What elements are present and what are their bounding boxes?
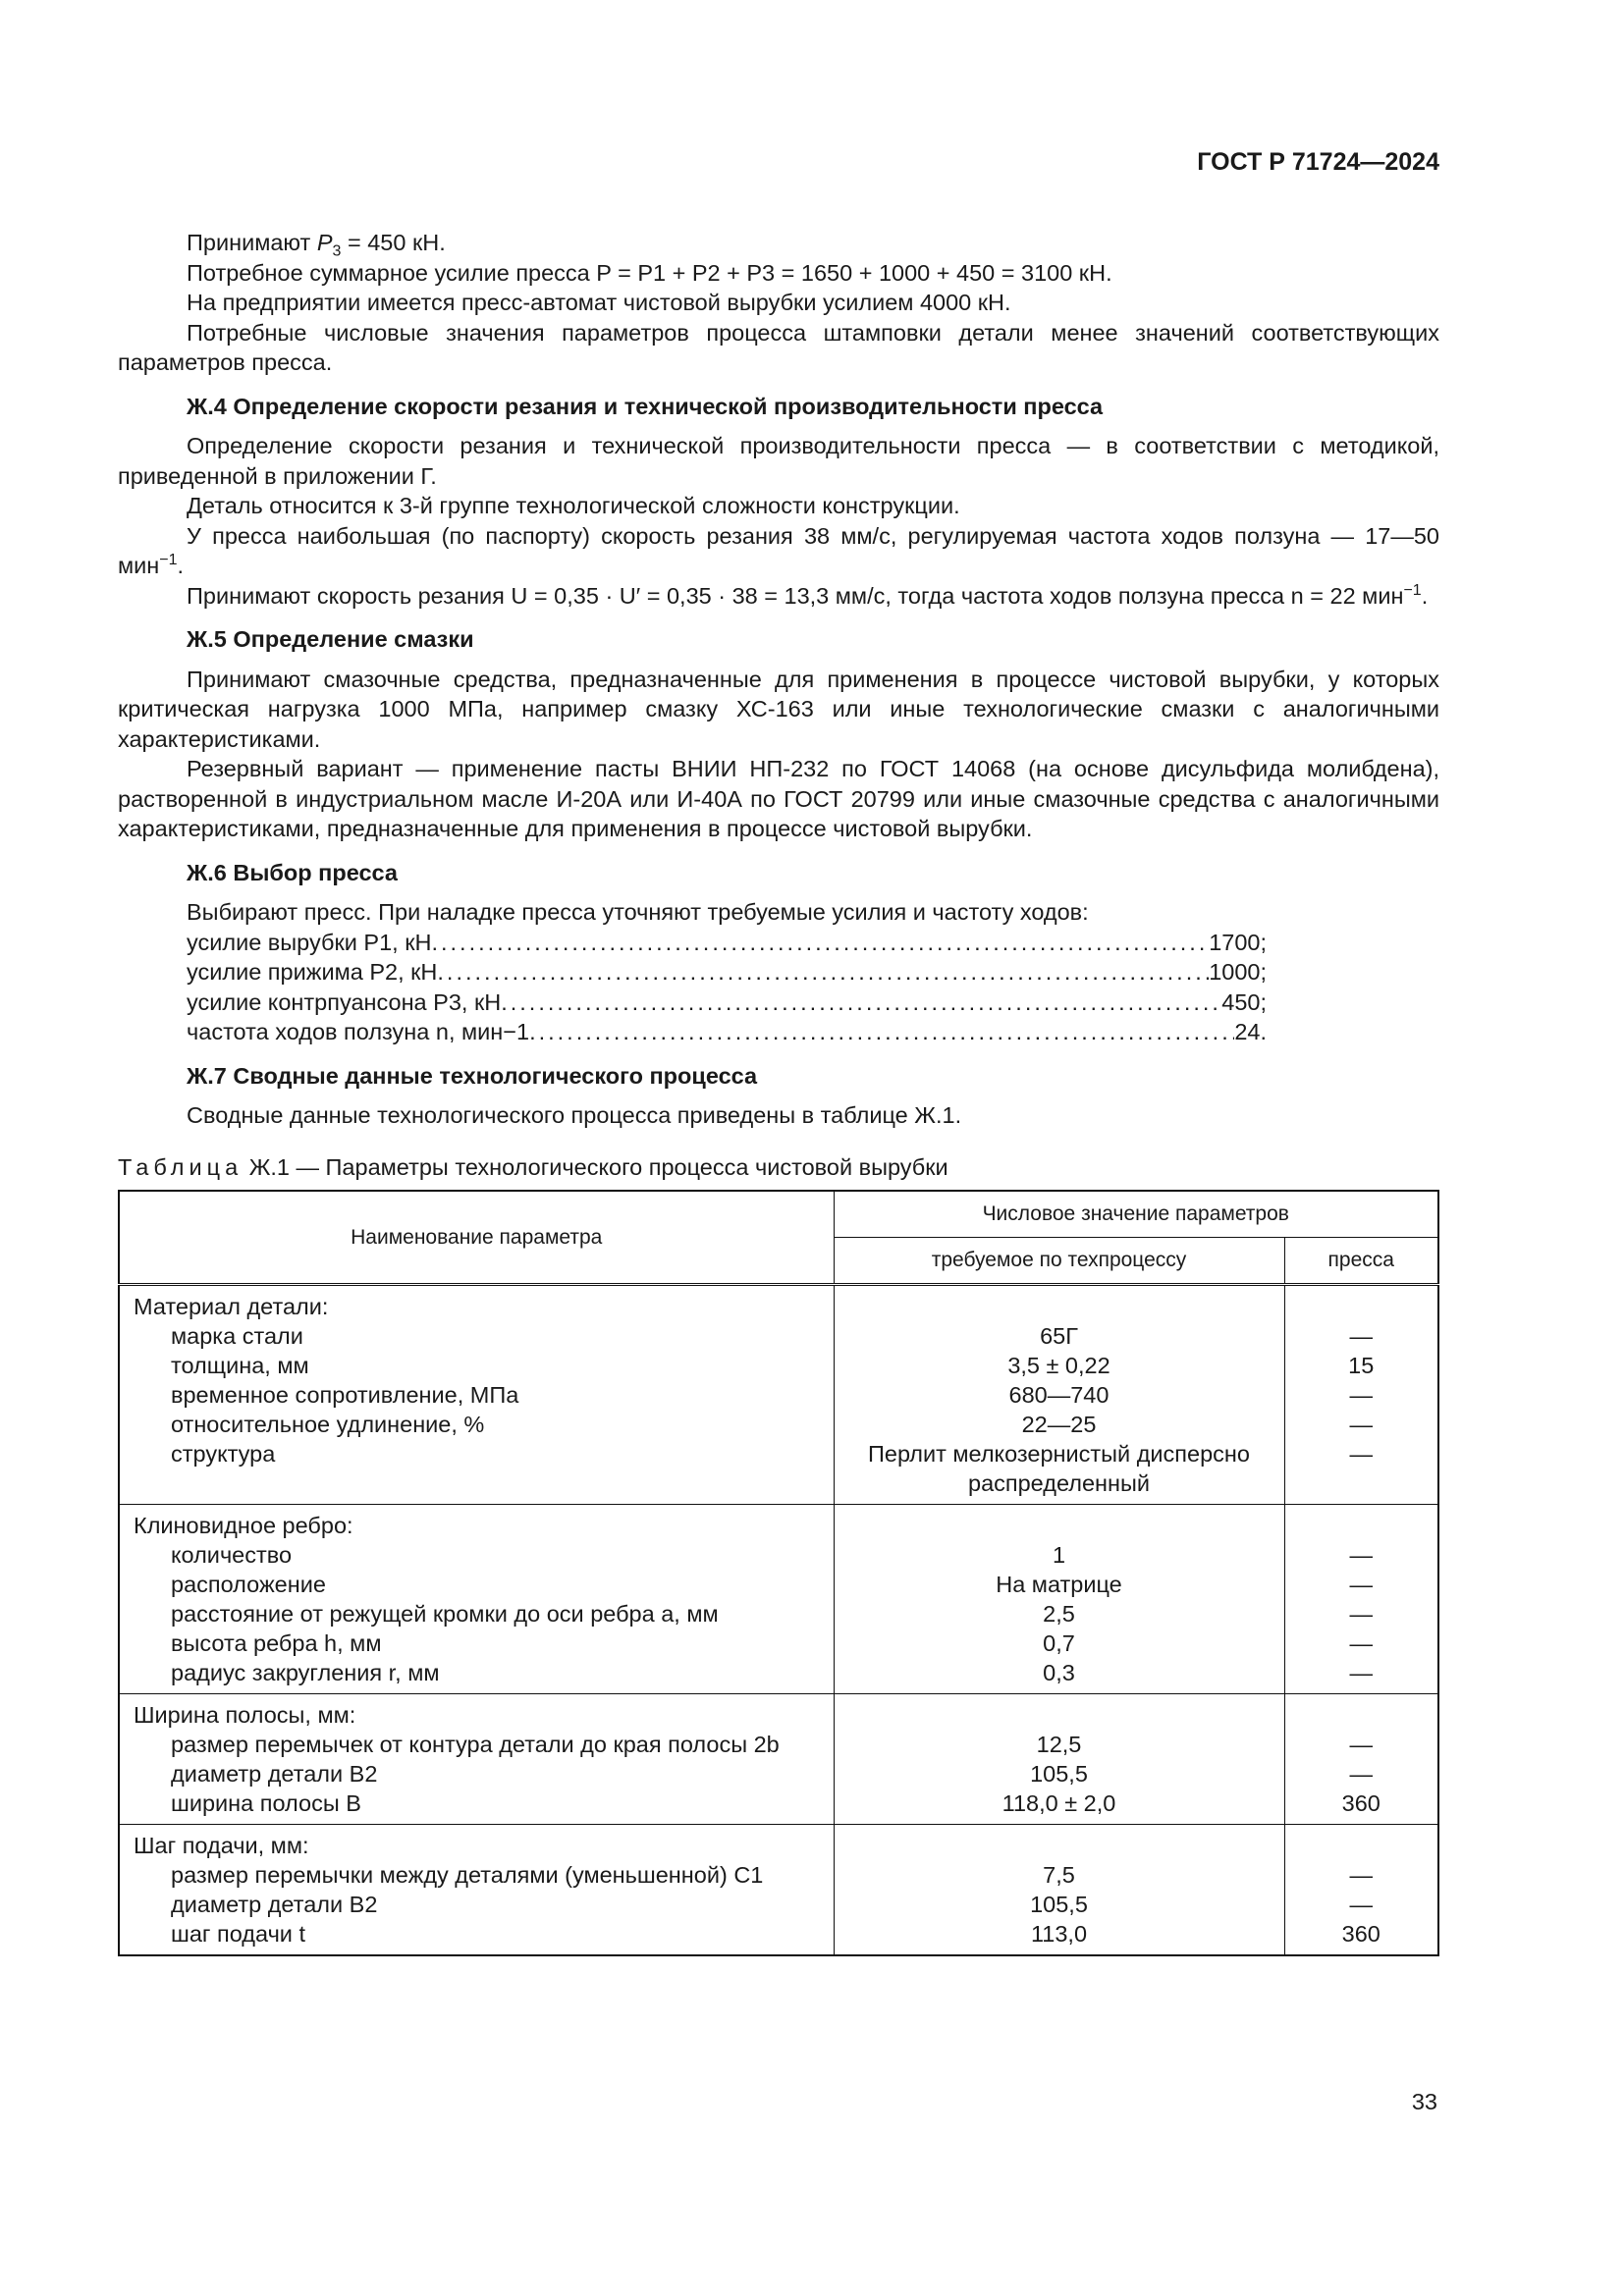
paragraph: Выбирают пресс. При наладке пресса уточняют требуемые усилия и частоту ходов: <box>187 899 1089 925</box>
list-item: усилие вырубки P1, кН ..... 1700; <box>187 928 1267 958</box>
document-id: ГОСТ Р 71724—2024 <box>1197 148 1439 176</box>
press-value: — <box>1349 1660 1373 1685</box>
press-value: 360 <box>1341 1790 1380 1816</box>
required-value: 22—25 <box>1021 1412 1097 1437</box>
required-value-cell <box>834 1505 1284 1694</box>
press-value: — <box>1349 1441 1373 1467</box>
required-value-cell <box>834 1694 1284 1825</box>
table-row-group <box>119 1825 1438 1956</box>
paragraph: Принимают $P_3 = 450$ кН. <box>187 230 446 260</box>
section-heading: Ж.5 Определение смазки <box>187 626 474 652</box>
press-parameter-list <box>118 928 1267 1047</box>
press-value: 360 <box>1341 1921 1380 1947</box>
press-value: — <box>1349 1382 1373 1408</box>
param-name: расстояние от режущей кромки до оси ребра a, мм <box>171 1601 719 1627</box>
required-value: 113,0 <box>1030 1921 1088 1947</box>
param-name: ширина полосы B <box>171 1790 361 1816</box>
press-value: — <box>1349 1862 1373 1888</box>
required-value-cell <box>834 1285 1284 1505</box>
list-item: частота ходов ползуна n, мин−1 ..... 24. <box>187 1017 1267 1047</box>
param-name: высота ребра h, мм <box>171 1630 382 1656</box>
param-name: марка стали <box>171 1323 303 1349</box>
press-value-cell <box>1284 1825 1438 1956</box>
param-name: расположение <box>171 1572 326 1597</box>
param-name: толщина, мм <box>171 1353 309 1378</box>
required-value: 118,0 ± 2,0 <box>1001 1790 1116 1816</box>
paragraph: Определение скорости резания и технической производительности пресса — в соответствии с методикой, приведенной в приложении Г. <box>118 433 1439 489</box>
press-value: — <box>1349 1412 1373 1437</box>
required-value: 65Г <box>1040 1323 1078 1349</box>
param-name: структура <box>171 1441 276 1467</box>
press-value: — <box>1349 1630 1373 1656</box>
param-name: относительное удлинение, % <box>171 1412 485 1437</box>
paragraph: Принимают смазочные средства, предназначенные для применения в процессе чистовой вырубки, у которых критическая нагрузка 1000 МПа, например смазку ХС-163 или иные технологические смазки с аналогичными характеристиками. <box>118 666 1439 752</box>
header-press: пресса <box>1284 1238 1438 1285</box>
process-parameters-table <box>118 1190 1439 1956</box>
paragraph: Принимают скорость резания U = 0,35 · U′ = 0,35 · 38 = 13,3 мм/с, тогда частота ходов ползуна пресса n = 22 мин$^{-1}$. <box>187 581 1429 609</box>
page-content <box>118 228 1439 1956</box>
header-name: Наименование параметра <box>119 1191 834 1285</box>
group-title: Ширина полосы, мм: <box>134 1702 356 1728</box>
required-value: 7,5 <box>1043 1862 1075 1888</box>
table-caption: Таблица Ж.1 — Параметры технологического процесса чистовой вырубки <box>118 1153 948 1180</box>
param-name: количество <box>171 1542 293 1568</box>
param-name-cell <box>119 1694 834 1825</box>
required-value: 12,5 <box>1036 1732 1082 1757</box>
section-heading: Ж.4 Определение скорости резания и технической производительности пресса <box>187 393 1104 419</box>
required-value: На матрице <box>996 1572 1122 1597</box>
param-name: шаг подачи t <box>171 1921 305 1947</box>
required-value: 3,5 ± 0,22 <box>1007 1353 1110 1378</box>
header-required: требуемое по техпроцессу <box>834 1238 1284 1285</box>
required-value: 680—740 <box>1008 1382 1110 1408</box>
press-value-cell <box>1284 1505 1438 1694</box>
press-value-cell <box>1284 1285 1438 1505</box>
section-heading: Ж.6 Выбор пресса <box>187 859 398 885</box>
required-value: 105,5 <box>1030 1761 1088 1787</box>
list-item: усилие прижима P2, кН ..... 1000; <box>187 957 1267 988</box>
param-name: диаметр детали B2 <box>171 1761 378 1787</box>
required-value: 1 <box>1052 1542 1066 1568</box>
required-value-cell <box>834 1825 1284 1956</box>
press-value: — <box>1349 1761 1373 1787</box>
required-value: Перлит мелкозернистый дисперсно распределенный <box>868 1441 1250 1496</box>
param-name: временное сопротивление, МПа <box>171 1382 519 1408</box>
param-name-cell <box>119 1505 834 1694</box>
param-name: размер перемычек от контура детали до края полосы 2b <box>171 1732 780 1757</box>
paragraph: Сводные данные технологического процесса приведены в таблице Ж.1. <box>187 1102 962 1128</box>
paragraph: Потребные числовые значения параметров процесса штамповки детали менее значений соответствующих параметров пресса. <box>118 319 1439 375</box>
press-value: 15 <box>1348 1353 1375 1378</box>
press-value: — <box>1349 1572 1373 1597</box>
group-title: Клиновидное ребро: <box>134 1513 353 1538</box>
list-item: усилие контрпуансона P3, кН ..... 450; <box>187 988 1267 1018</box>
header-values: Числовое значение параметров <box>834 1191 1438 1238</box>
table-row-group <box>119 1694 1438 1825</box>
paragraph: Деталь относится к 3-й группе технологической сложности конструкции. <box>187 493 960 518</box>
param-name: диаметр детали B2 <box>171 1892 378 1917</box>
press-value: — <box>1349 1323 1373 1349</box>
param-name-cell <box>119 1285 834 1505</box>
required-value: 105,5 <box>1030 1892 1088 1917</box>
press-value: — <box>1349 1601 1373 1627</box>
group-title: Шаг подачи, мм: <box>134 1833 309 1858</box>
required-value: 0,7 <box>1043 1630 1075 1656</box>
required-value: 0,3 <box>1043 1660 1075 1685</box>
table-row-group <box>119 1505 1438 1694</box>
paragraph: Потребное суммарное усилие пресса P = P1 + P2 + P3 = 1650 + 1000 + 450 = 3100 кН. <box>187 259 1112 286</box>
paragraph: У пресса наибольшая (по паспорту) скорость резания 38 мм/с, регулируемая частота ходов ползуна — 17—50 мин$^{-1}$. <box>118 522 1439 578</box>
page-number: 33 <box>1411 2089 1437 2114</box>
table-row-group <box>119 1285 1438 1505</box>
press-value: — <box>1349 1892 1373 1917</box>
required-value: 2,5 <box>1043 1601 1075 1627</box>
param-name: размер перемычки между деталями (уменьшенной) C1 <box>171 1862 764 1888</box>
param-name-cell <box>119 1825 834 1956</box>
paragraph: На предприятии имеется пресс-автомат чистовой вырубки усилием 4000 кН. <box>187 290 1011 315</box>
group-title: Материал детали: <box>134 1294 329 1319</box>
press-value: — <box>1349 1542 1373 1568</box>
section-heading: Ж.7 Сводные данные технологического процесса <box>187 1062 758 1089</box>
param-name: радиус закругления r, мм <box>171 1660 440 1685</box>
paragraph: Резервный вариант — применение пасты ВНИИ НП-232 по ГОСТ 14068 (на основе дисульфида молибдена), растворенной в индустриальном масле И-20А или И-40А по ГОСТ 20799 или иные смазочные средства с аналогичными характеристиками, предназначенные для применения в процессе чистовой вырубки. <box>118 756 1439 841</box>
press-value-cell <box>1284 1694 1438 1825</box>
press-value: — <box>1349 1732 1373 1757</box>
